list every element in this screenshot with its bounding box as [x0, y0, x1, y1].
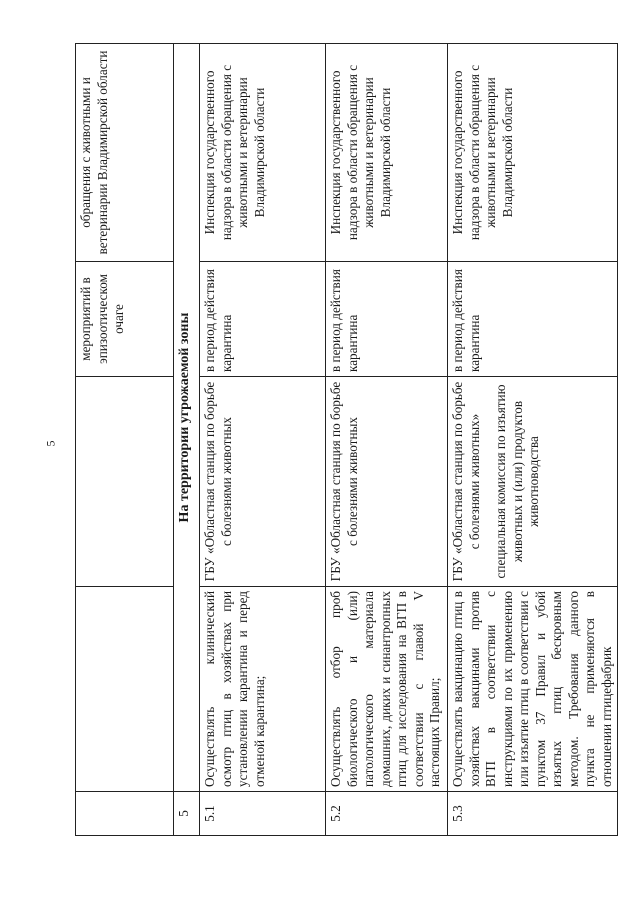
- row-number: 5.3: [448, 792, 618, 836]
- responsible-text: Инспекция государственного надзора в области обращения с животными и ветеринарии Владимирской области: [200, 44, 326, 262]
- top-cell-num: [76, 792, 174, 836]
- executor-text: [326, 377, 448, 587]
- table-row: [326, 44, 448, 836]
- table-row: [76, 44, 174, 836]
- executor-gap: [483, 381, 493, 582]
- table-row: [448, 44, 618, 836]
- responsible-text: Инспекция государственного надзора в области обращения с животными и ветеринарии Владимирской области: [448, 44, 618, 262]
- measure-text: Осуществлять вакцинацию птиц в хозяйствах вакцинами против ВГП в соответствии с инструкциями по их применению или изъятие птиц в соответствии с пунктом 37 Правил и убой изъятых птиц бескровным методом. Требования данного пункта не применяются в отношении птицефабрик: [448, 587, 618, 792]
- executor-text: [448, 377, 618, 587]
- top-cell-measure: [76, 587, 174, 792]
- measures-table: [75, 43, 618, 836]
- top-cell-executor: [76, 377, 174, 587]
- period-text: в период действия карантина: [200, 262, 326, 377]
- period-text: в период действия карантина: [448, 262, 618, 377]
- executor-text: [200, 377, 326, 587]
- responsible-text: Инспекция государственного надзора в области обращения с животными и ветеринарии Владимирской области: [326, 44, 448, 262]
- executor-name: ГБУ «Областная станция по борьбе с болезнями животных: [328, 381, 360, 582]
- row-number: 5.2: [326, 792, 448, 836]
- page-number: 5: [43, 440, 58, 447]
- executor-extra: специальная комиссия по изъятию животных и (или) продуктов животноводства: [493, 384, 541, 579]
- period-text: в период действия карантина: [326, 262, 448, 377]
- section-title: На территории угрожаемой зоны: [174, 44, 200, 792]
- executor-name: ГБУ «Областная станция по борьбе с болезнями животных: [202, 381, 234, 582]
- rotated-table-container: [75, 44, 614, 836]
- measure-text: Осуществлять отбор проб биологического и (или) патологического материала домашних, диких и синантропных птиц для исследования на ВГП в соответствии с главой V настоящих Правил;: [326, 587, 448, 792]
- top-cell-period: мероприятий в эпизоотическом очаге: [76, 262, 174, 377]
- row-number: 5.1: [200, 792, 326, 836]
- section-row: [174, 44, 200, 836]
- section-number: 5: [174, 792, 200, 836]
- top-cell-responsible: обращения с животными и ветеринарии Владимирской области: [76, 44, 174, 262]
- table-row: [200, 44, 326, 836]
- measure-text: Осуществлять клинический осмотр птиц в хозяйствах при установлении карантина и перед отменой карантина;: [200, 587, 326, 792]
- executor-name: ГБУ «Областная станция по борьбе с болезнями животных»: [450, 381, 482, 582]
